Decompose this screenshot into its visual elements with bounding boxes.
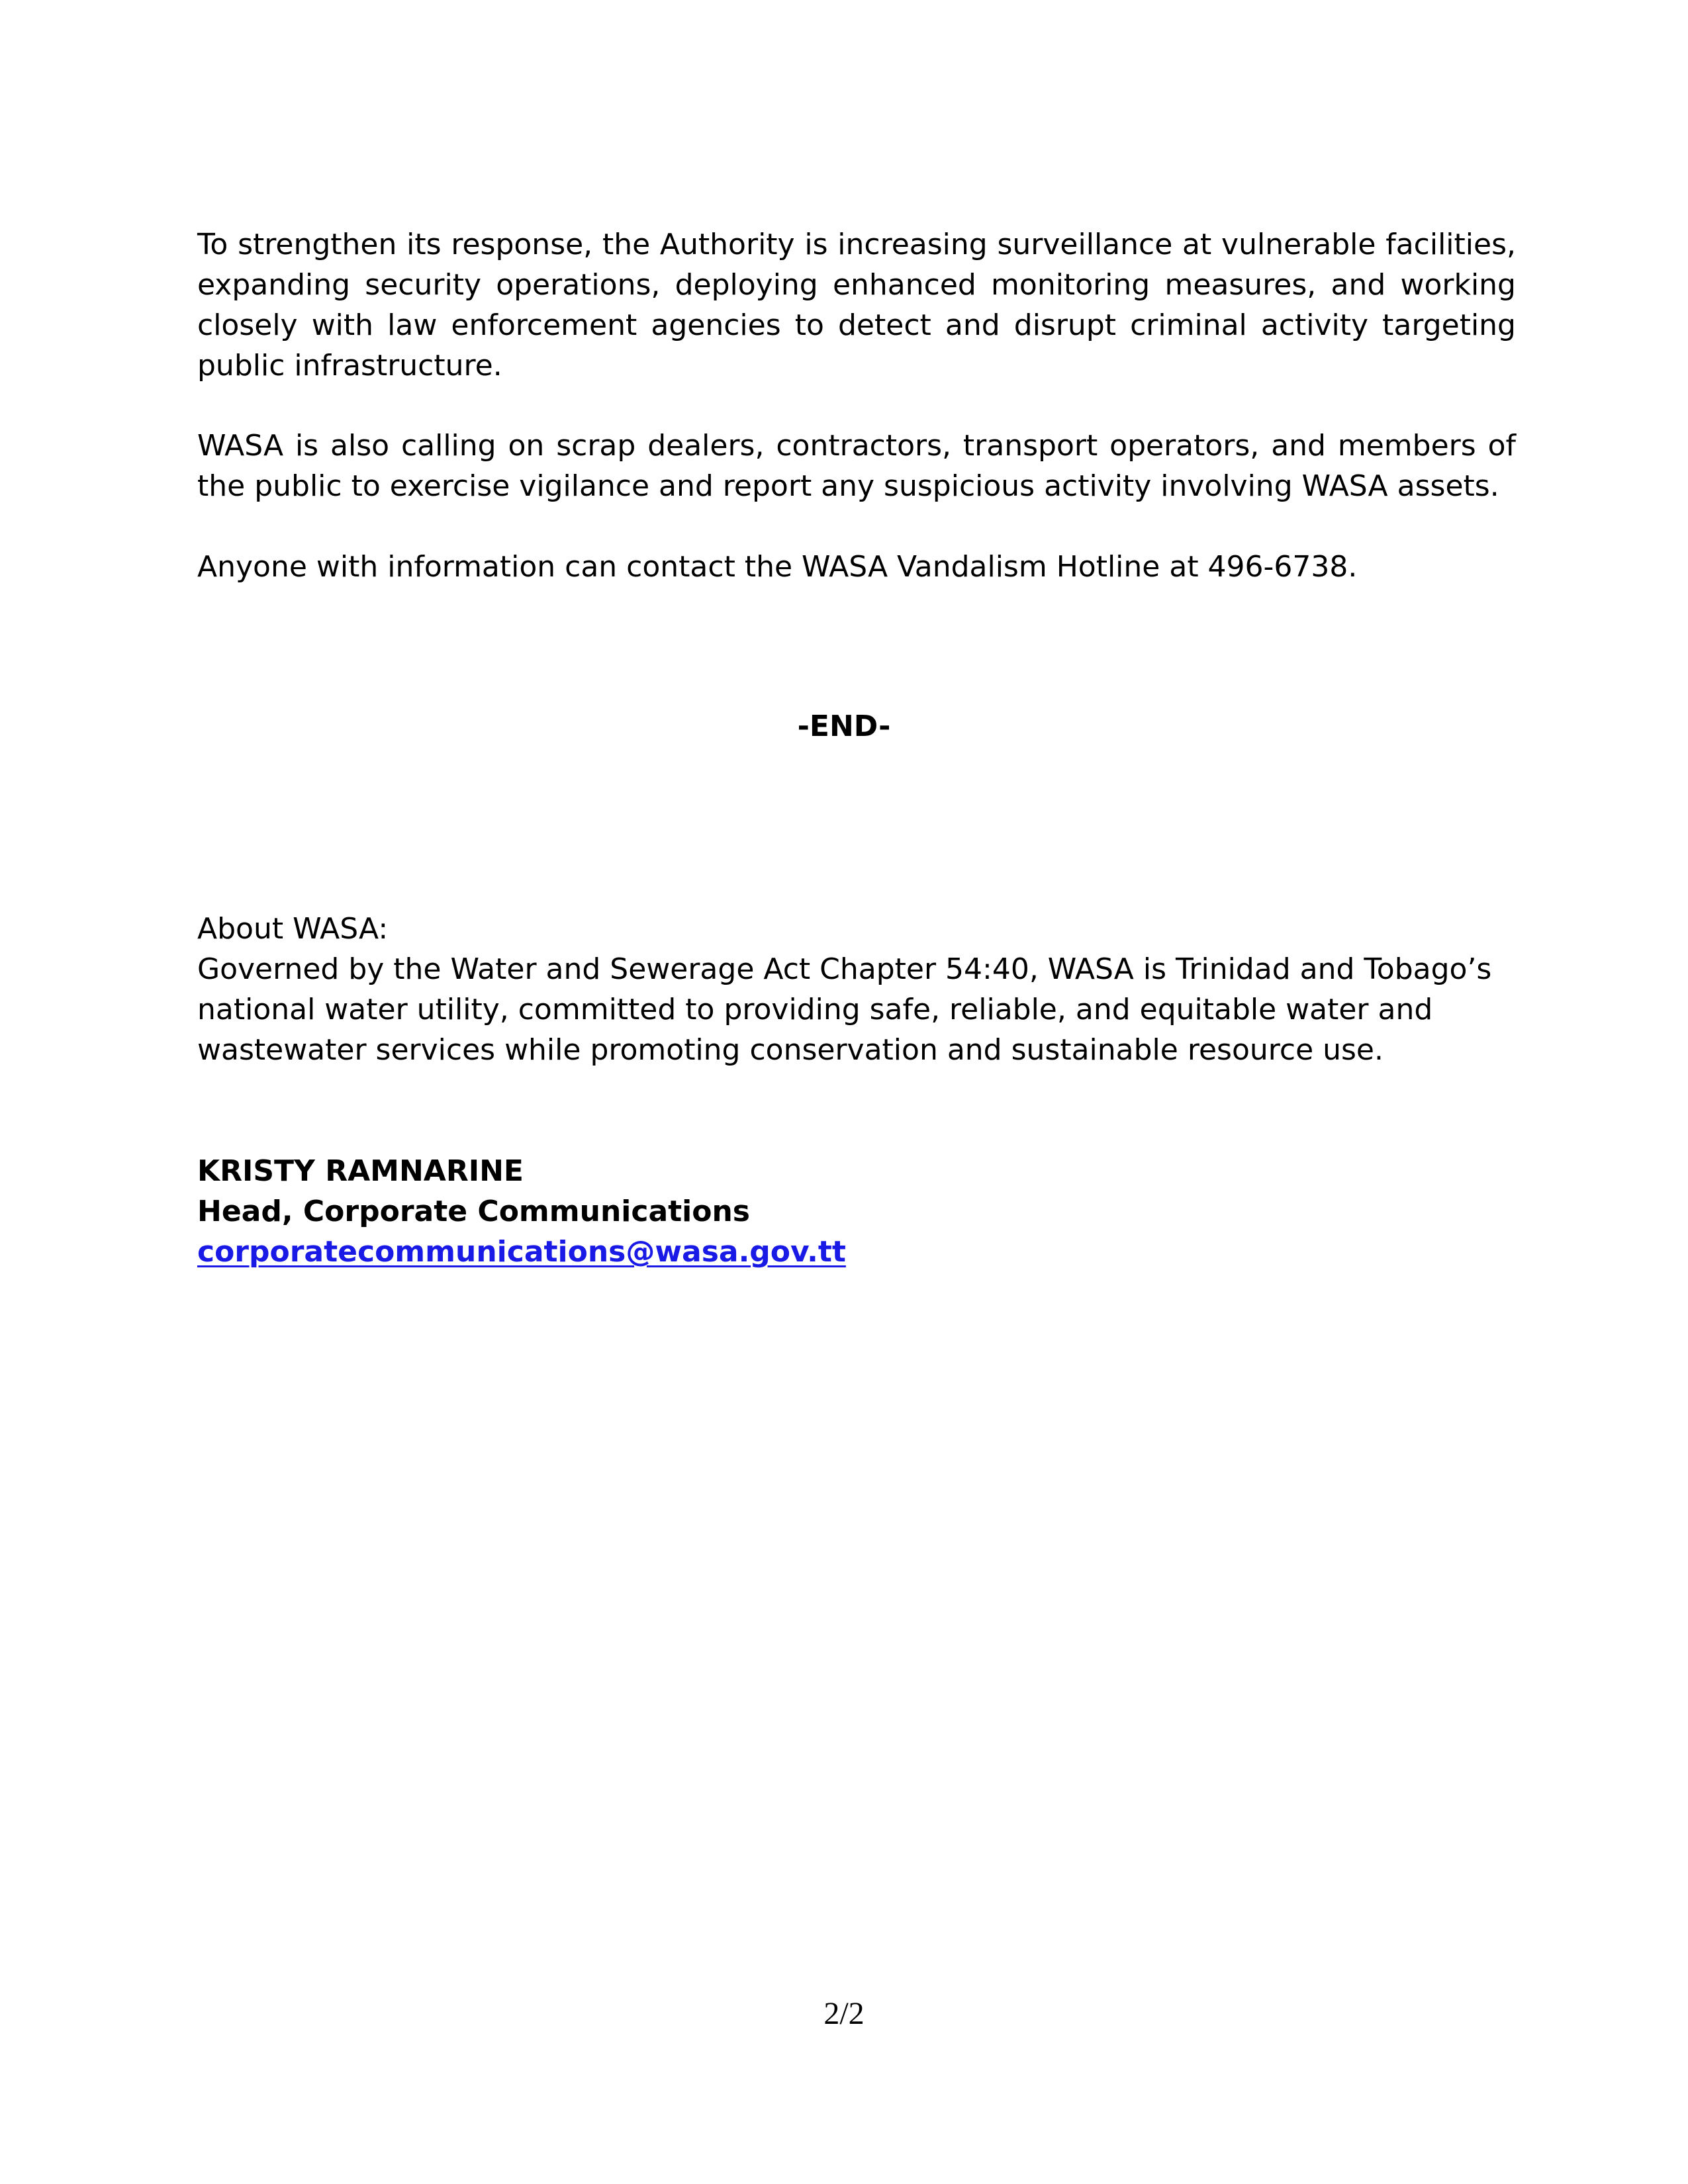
about-heading: About WASA:	[197, 912, 389, 946]
body-paragraph-surveillance: To strengthen its response, the Authority is increasing surveillance at vulnerable facilities, expanding security operations, deploying enhanced monitoring measures, and working closely with law enforcement agencies to detect and disrupt criminal activity targeting public infrastructure.	[197, 228, 1516, 383]
end-marker: -END-	[797, 709, 891, 743]
signature-email-link[interactable]: corporatecommunications@wasa.gov.tt	[197, 1235, 846, 1269]
about-text: Governed by the Water and Sewerage Act Chapter 54:40, WASA is Trinidad and Tobago’s national water utility, committed to providing safe, reliable, and equitable water and wastewater services while promoting conservation and sustainable resource use.	[197, 952, 1492, 1067]
page-number: 2/2	[823, 1996, 865, 2031]
signature-title: Head, Corporate Communications	[197, 1195, 750, 1228]
body-paragraph-hotline: Anyone with information can contact the WASA Vandalism Hotline at 496-6738.	[197, 550, 1358, 584]
body-paragraph-vigilance: WASA is also calling on scrap dealers, contractors, transport operators, and members of the public to exercise vigilance and report any suspicious activity involving WASA assets.	[197, 429, 1516, 503]
signature-name: KRISTY RAMNARINE	[197, 1154, 524, 1188]
